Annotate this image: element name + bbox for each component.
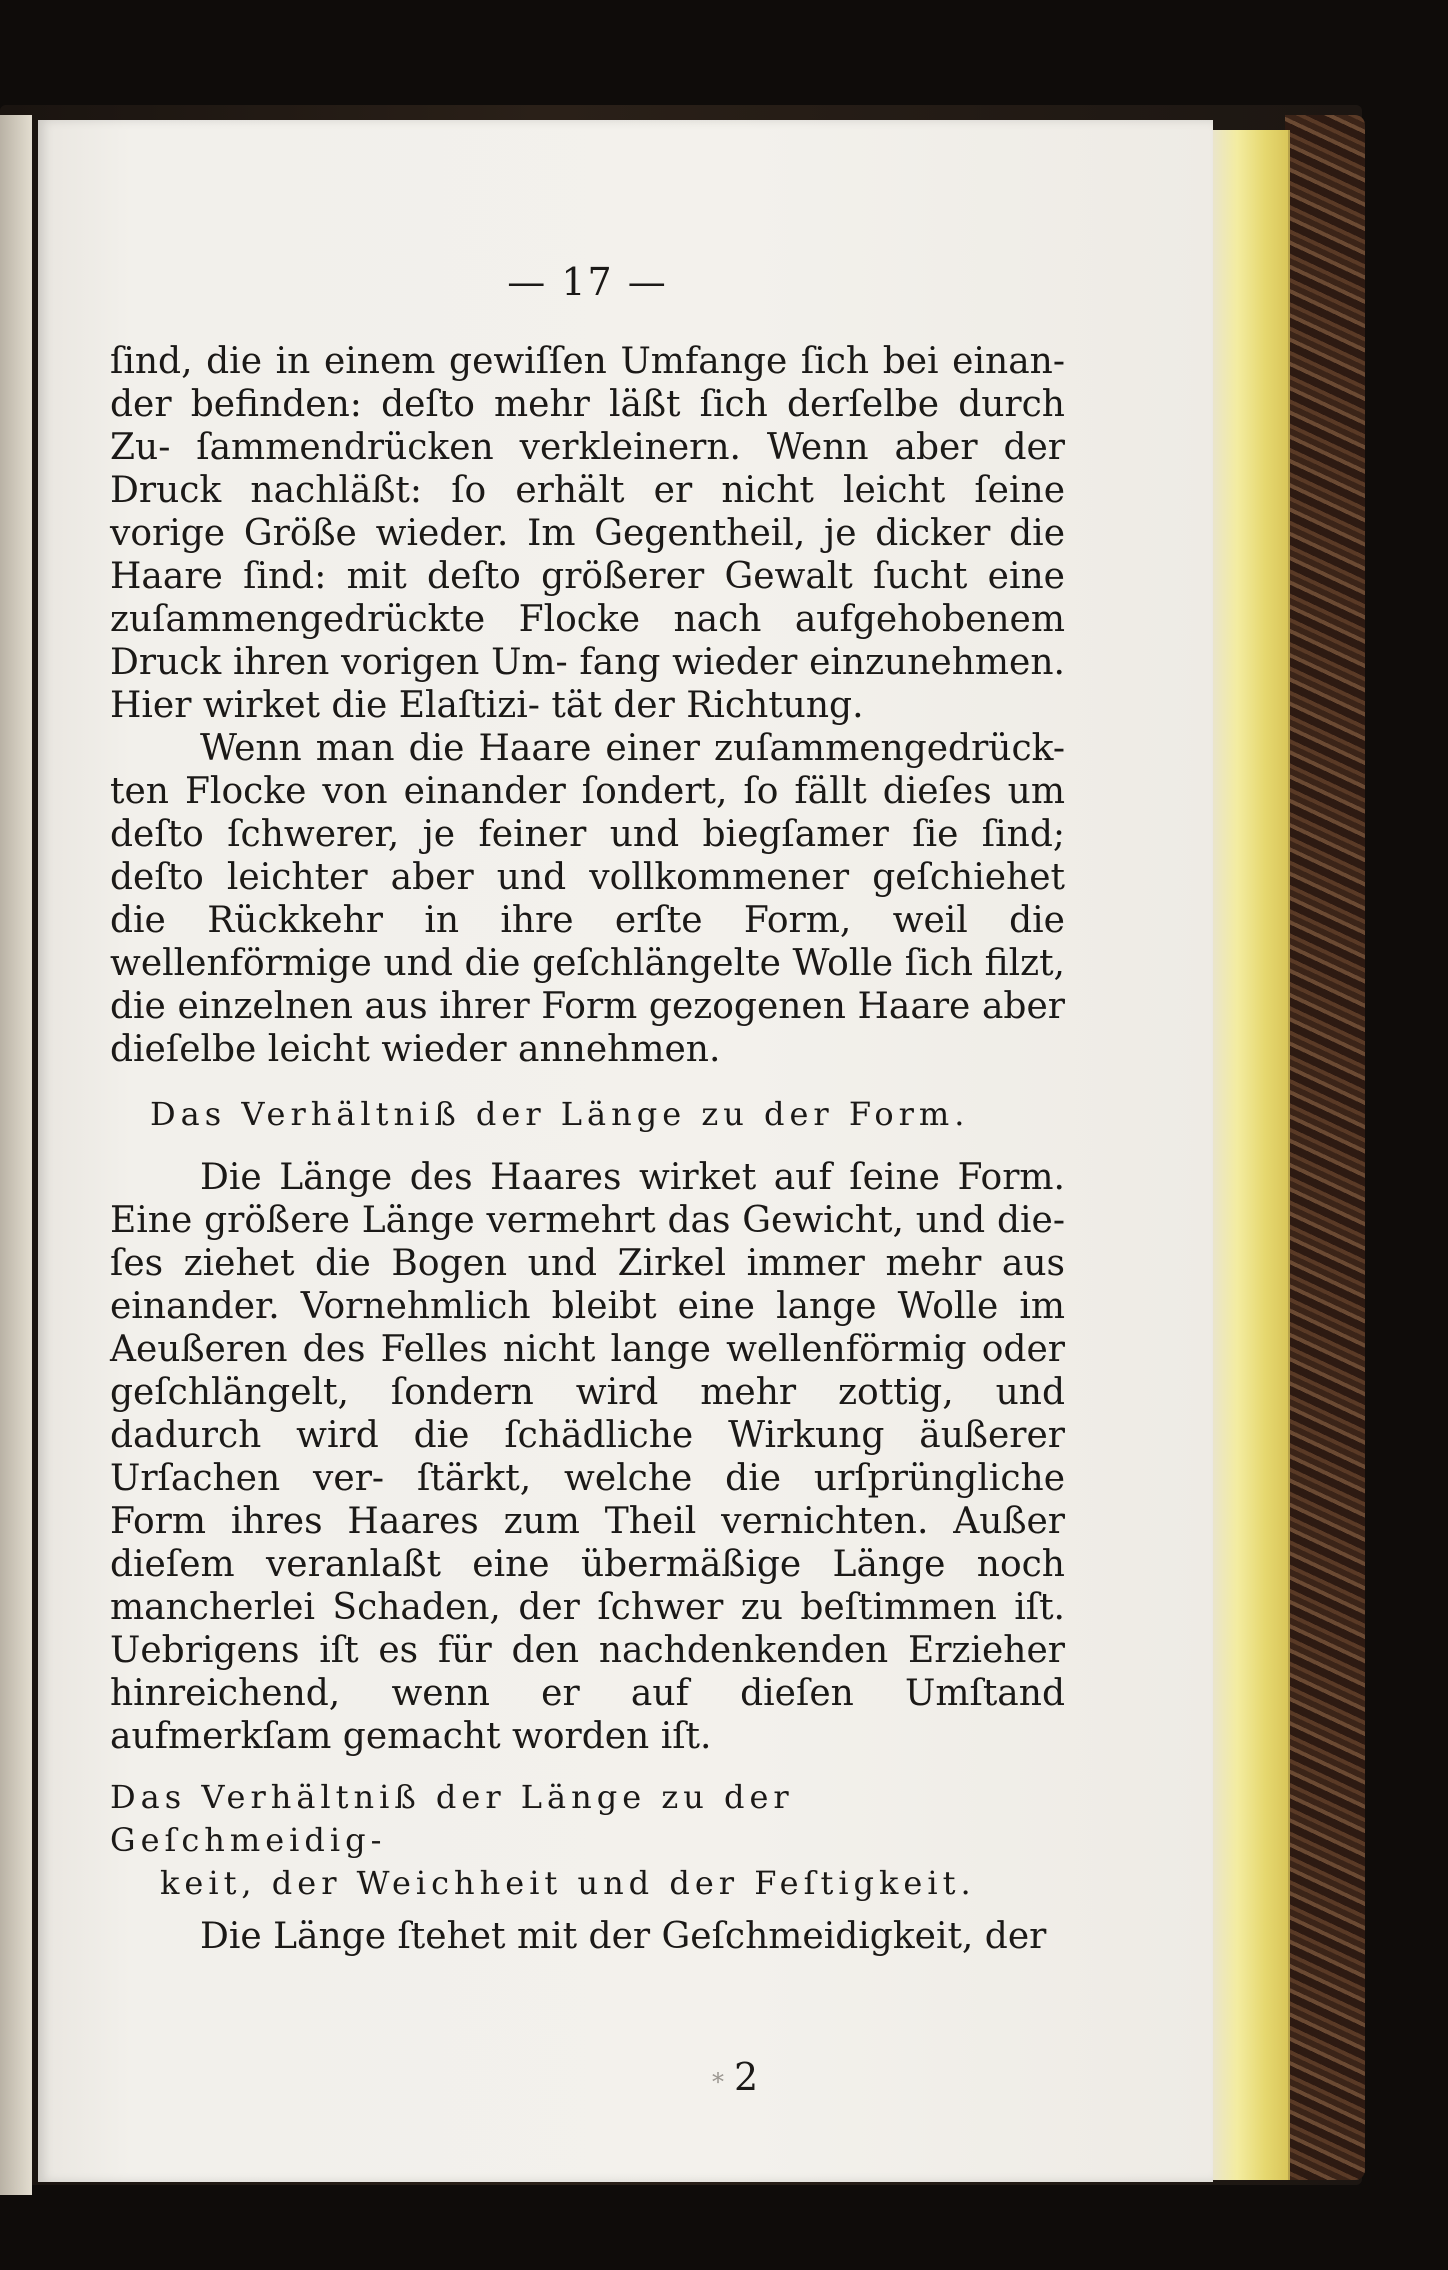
page-block-gilt-edge [1210, 130, 1290, 2180]
page-text-block [110, 260, 1065, 1958]
section-heading-length-suppleness [110, 1776, 1065, 1905]
left-page-edge [0, 115, 32, 2195]
paragraph-4: Die Länge ſtehet mit der Geſchmeidigkeit, der [200, 1916, 1047, 1957]
signature-mark [712, 2055, 758, 2099]
book-page [38, 120, 1213, 2182]
paragraph-3: Die Länge des Haares wirket auf ſeine Form. Eine größere Länge vermehrt das Gewicht, und die- ſes ziehet die Bogen und Zirkel immer mehr aus einander. Vornehmlich bleibt eine lange Wolle im Aeußeren des Felles nicht lange wellenförmig oder geſchlängelt, ſondern wird mehr zottig, und dadurch wird die ſchädliche Wirkung äußerer Urſachen ver- ſtärkt, welche die urſprüngliche Form ihres Haares zum Theil vernichten. Außer dieſem veranlaßt eine übermäßige Länge noch mancherlei Schaden, der ſchwer zu beſtimmen iſt. Uebrigens iſt es für den nachdenkenden Erzieher hinreichend, wenn er auf dieſen Umſtand aufmerkſam gemacht worden iſt. [110, 1157, 1065, 1757]
paragraph-2: Wenn man die Haare einer zuſammengedrück- ten Flocke von einander ſondert, ſo fällt dieſes um deſto ſchwerer, je feiner und biegſamer ſie ſind; deſto leichter aber und vollkommener geſchiehet die Rückkehr in ihre erſte Form, weil die wellenförmige und die geſchlängelte Wolle ſich filzt, die einzelnen aus ihrer Form gezogenen Haare aber dieſelbe leicht wieder annehmen. [110, 728, 1065, 1070]
heading-line-2: keit, der Weichheit und der Feſtigkeit. [160, 1864, 976, 1902]
marbled-cover-edge [1285, 115, 1365, 2180]
heading-line-1: Das Verhältniß der Länge zu der Geſchmeidig- [110, 1778, 794, 1859]
paragraph-1: ſind, die in einem gewiſſen Umfange ſich bei einan- der befinden: deſto mehr läßt ſich derſelbe durch Zu- ſammendrücken verkleinern. Wenn aber der Druck nachläßt: ſo erhält er nicht leicht ſeine vorige Größe wieder. Im Gegentheil, je dicker die Haare ſind: mit deſto größerer Gewalt ſucht eine zuſammengedrückte Flocke nach aufgehobenem Druck ihren vorigen Um- fang wieder einzunehmen. Hier wirket die Elaſtizi- tät der Richtung. [110, 341, 1065, 726]
page-number: — 17 — [507, 260, 668, 304]
asterisk-icon: * [712, 2068, 724, 2096]
signature-number: 2 [734, 2055, 759, 2099]
section-heading-length-form: Das Verhältniß der Länge zu der Form. [150, 1095, 970, 1133]
